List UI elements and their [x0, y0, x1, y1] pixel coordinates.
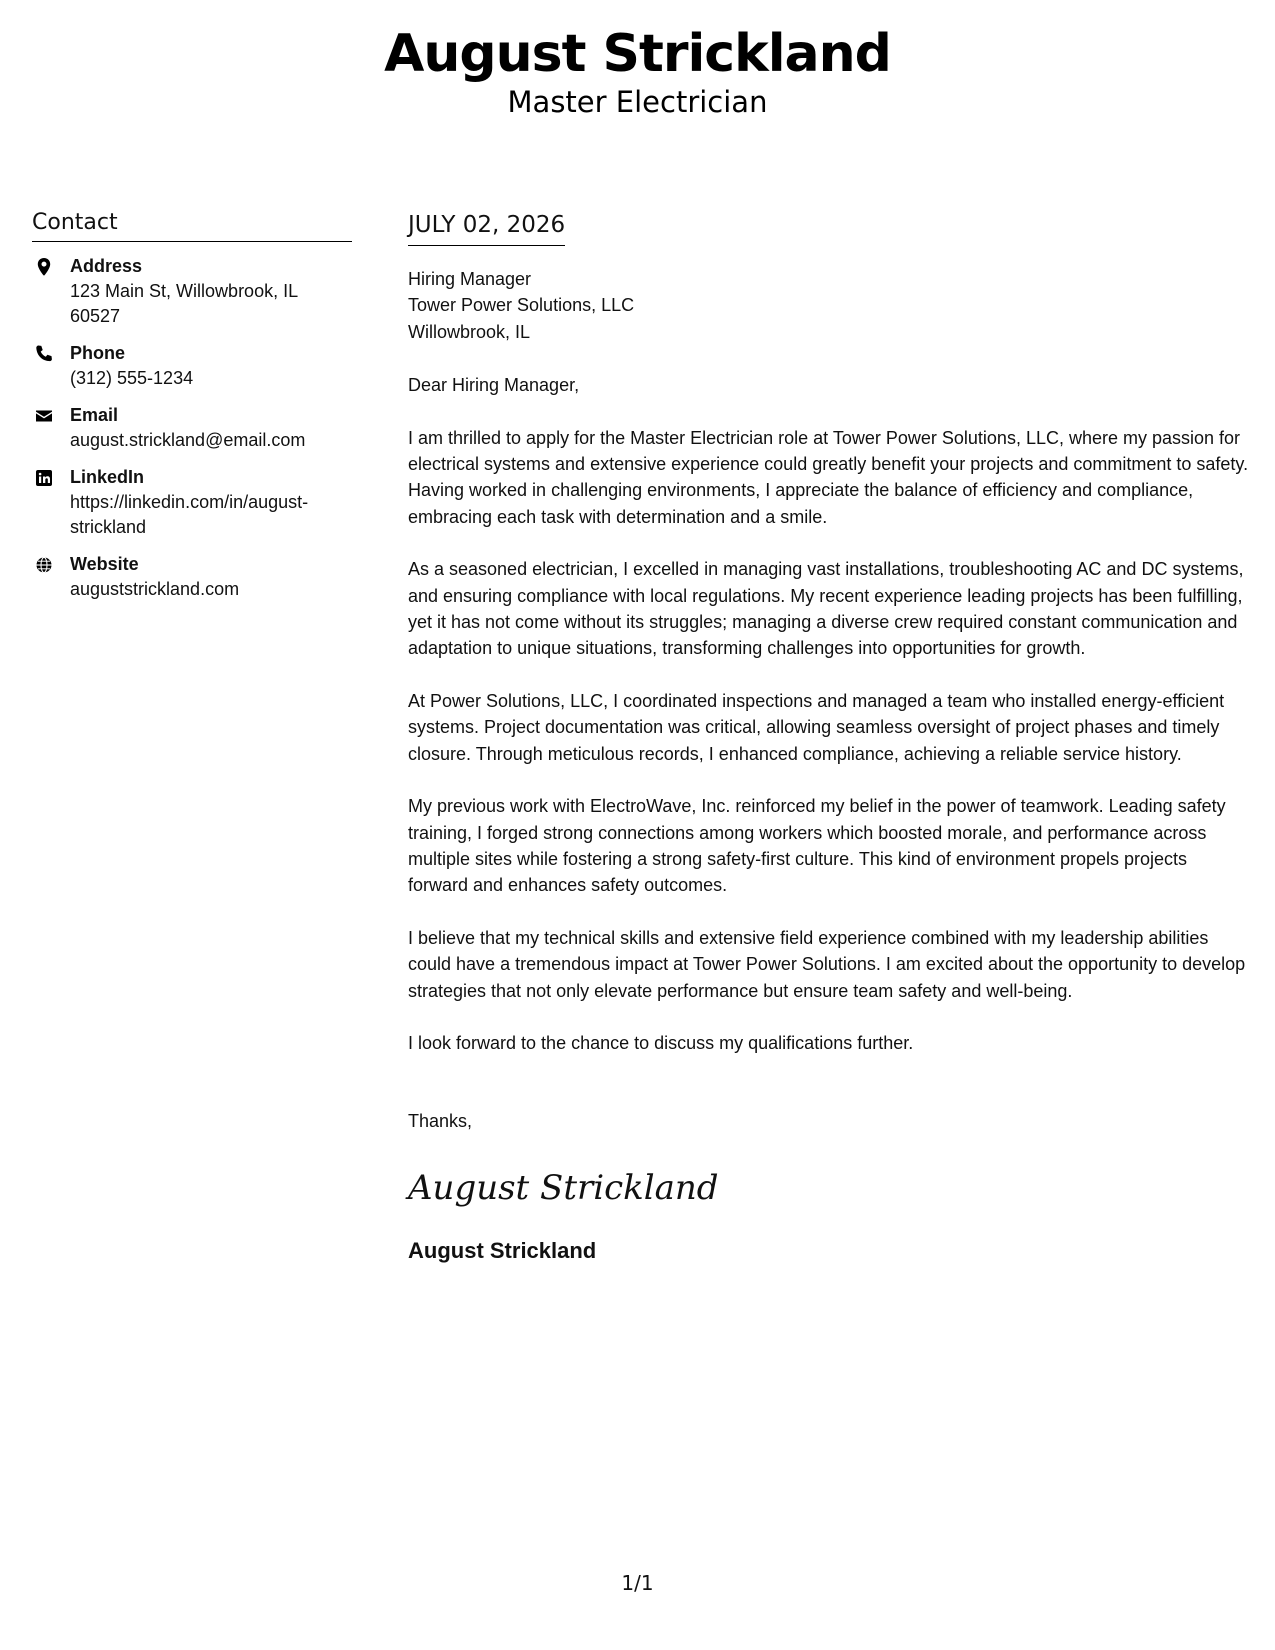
map-pin-icon	[34, 257, 54, 277]
contact-value: auguststrickland.com	[70, 579, 240, 599]
contact-phone	[32, 341, 352, 391]
letter-header	[0, 24, 1275, 120]
contact-label: Phone	[70, 343, 126, 363]
contact-website	[32, 552, 352, 602]
contact-value: 123 Main St, Willowbrook, IL 60527	[70, 281, 298, 326]
letter-paragraph: At Power Solutions, LLC, I coordinated inspections and managed a team who installed energy-efficient systems. Project documentation was critical, allowing seamless oversight of project phases and timely closure. Through meticulous records, I enhanced compliance, achieving a reliable service history.	[408, 690, 1225, 764]
recipient-line: Hiring Manager	[408, 269, 532, 289]
recipient-line: Willowbrook, IL	[408, 321, 531, 342]
contact-linkedin	[32, 465, 352, 540]
contact-value: (312) 555-1234	[70, 368, 194, 388]
signed-name: August Strickland	[408, 1237, 597, 1263]
recipient-block	[408, 266, 1251, 345]
contact-sidebar	[32, 210, 352, 614]
envelope-icon	[34, 406, 54, 426]
letter-paragraph: As a seasoned electrician, I excelled in managing vast installations, troubleshooting AC and DC systems, and ensuring compliance with local regulations. My recent experience leading projects has been fulfilling, yet it has not come without its struggles; managing a diverse crew required constant communication and adaptation to unique situations, transforming challenges into opportunities for growth.	[408, 559, 1244, 659]
signature-text: August Strickland	[408, 1167, 719, 1208]
contact-address	[32, 254, 352, 329]
contact-email	[32, 403, 352, 453]
applicant-name: August Strickland	[384, 24, 891, 84]
letter-paragraph: My previous work with ElectroWave, Inc. reinforced my belief in the power of teamwork. Leading safety training, I forged strong connections among workers which boosted morale, and performance across multiple sites while fostering a strong safety-first culture. This kind of environment propels projects forward and enhances safety outcomes.	[408, 796, 1226, 896]
letter-body	[408, 210, 1251, 1265]
contact-value: https://linkedin.com/in/august-strickland	[70, 492, 309, 537]
letter-paragraph: I am thrilled to apply for the Master Electrician role at Tower Power Solutions, LLC, where my passion for electrical systems and extensive experience could greatly benefit your projects and commitment to safety. Having worked in challenging environments, I appreciate the balance of efficiency and compliance, embracing each task with determination and a smile.	[408, 427, 1249, 527]
recipient-line: Tower Power Solutions, LLC	[408, 295, 635, 316]
contact-label: Website	[70, 554, 139, 574]
page-number: 1/1	[621, 1571, 654, 1595]
job-title: Master Electrician	[507, 85, 768, 119]
salutation: Dear Hiring Manager,	[408, 375, 580, 396]
linkedin-icon	[34, 468, 54, 488]
contact-section-title: Contact	[32, 210, 352, 242]
letter-date: JULY 02, 2026	[408, 210, 565, 246]
closing: Thanks,	[408, 1111, 473, 1132]
contact-label: Address	[70, 256, 143, 276]
contact-label: LinkedIn	[70, 467, 145, 487]
letter-paragraph: I believe that my technical skills and extensive field experience combined with my leadership abilities could have a tremendous impact at Tower Power Solutions. I am excited about the opportunity to develop strategies that not only elevate performance but ensure team safety and well-being.	[408, 927, 1246, 1001]
phone-icon	[34, 344, 54, 364]
contact-label: Email	[70, 405, 119, 425]
letter-paragraph: I look forward to the chance to discuss my qualifications further.	[408, 1032, 914, 1053]
contact-value: august.strickland@email.com	[70, 430, 306, 450]
globe-icon	[34, 555, 54, 575]
signature-image	[408, 1157, 719, 1217]
